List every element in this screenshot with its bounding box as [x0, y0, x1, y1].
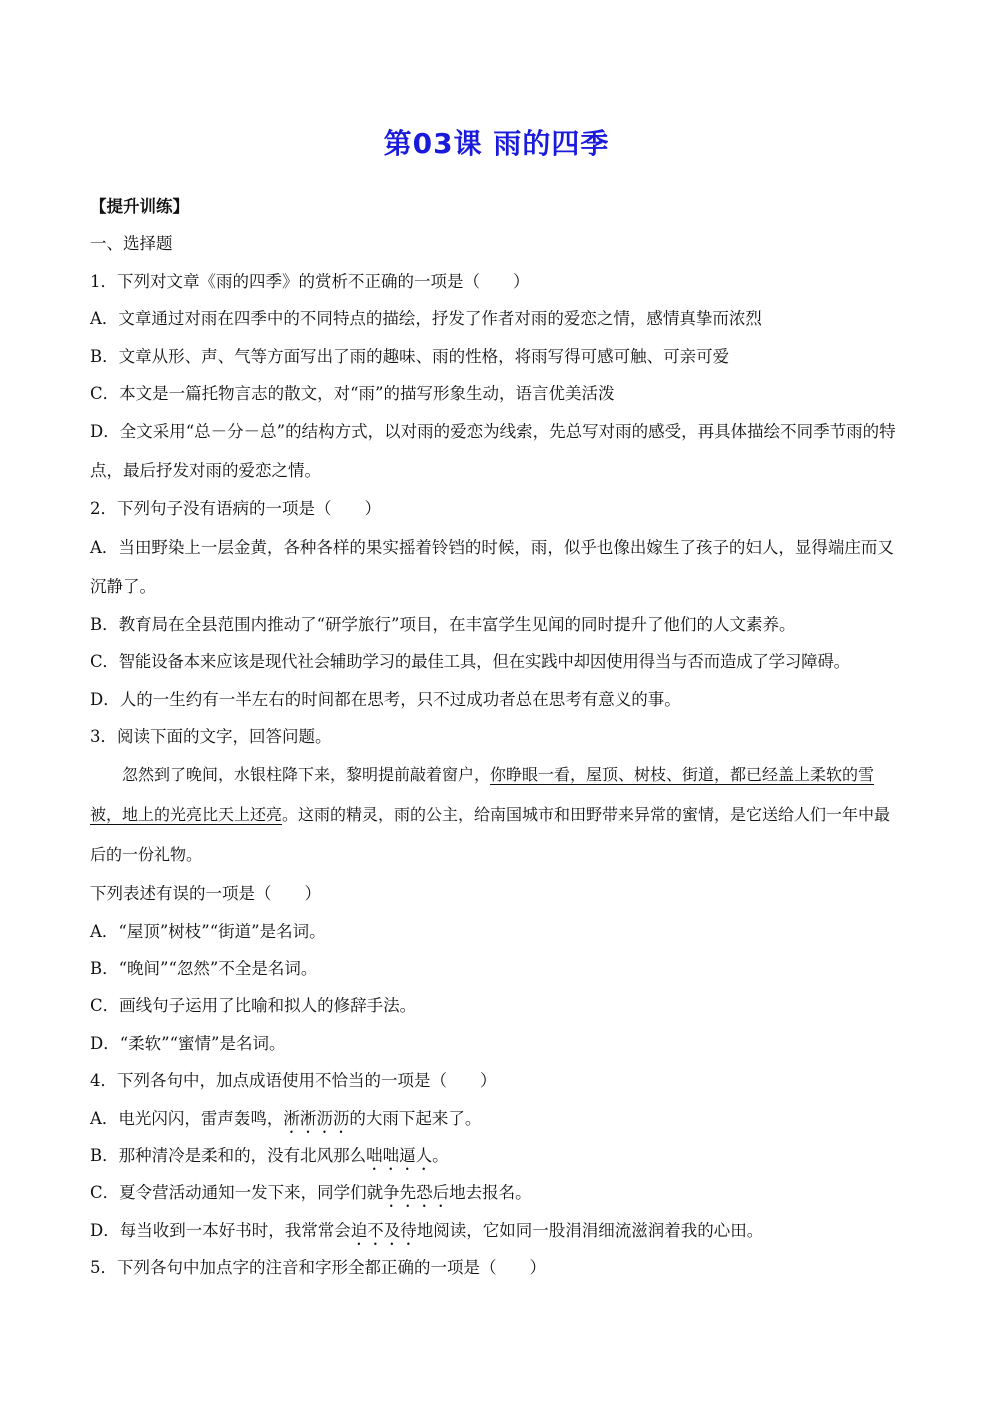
question-1-option-d: D．全文采用“总－分－总”的结构方式，以对雨的爱恋为线索，先总写对雨的感受，再具体描绘不同季节雨的特点，最后抒发对雨的爱恋之情。 [90, 422, 896, 481]
question-3-option-a: A．“屋顶”树枝”“街道”是名词。 [90, 921, 326, 941]
question-3-option-b: B．“晚间”“忽然”不全是名词。 [90, 959, 318, 979]
underlined-sentence: 你睁眼一看，屋顶、树枝、街道，都已经盖上柔软的雪被，地上的光亮比天上还亮 [90, 765, 875, 825]
dotted-idiom: 争先恐后 [383, 1183, 450, 1203]
question-1-option-c: C．本文是一篇托物言志的散文，对“雨”的描写形象生动，语言优美活泼 [90, 383, 615, 403]
question-1-stem: 1．下列对文章《雨的四季》的赏析不正确的一项是（ ） [90, 271, 530, 291]
question-4-option-d [90, 1212, 902, 1249]
option-text: C．夏令营活动通知一发下来，同学们就 [90, 1183, 384, 1203]
part-heading: 一、选择题 [90, 234, 173, 254]
question-1 [90, 263, 902, 491]
question-3-sub-stem: 下列表述有误的一项是（ ） [90, 884, 321, 904]
option-text: B．那种清冷是柔和的，没有北风那么 [90, 1146, 367, 1166]
option-text: 的大雨下起来了。 [349, 1108, 482, 1128]
question-2-option-b: B．教育局在全县范围内推动了“研学旅行”项目，在丰富学生见闻的同时提升了他们的人文素养。 [90, 614, 796, 634]
question-4-option-b [90, 1137, 902, 1174]
option-text: 地阅读，它如同一股涓涓细流滋润着我的心田。 [416, 1220, 764, 1240]
section-heading: 【提升训练】 [90, 197, 189, 216]
option-text: 。 [432, 1146, 449, 1166]
dotted-idiom: 迫不及待 [350, 1220, 417, 1240]
question-4-option-a [90, 1100, 902, 1137]
question-3-option-c: C．画线句子运用了比喻和拟人的修辞手法。 [90, 996, 417, 1016]
question-5-stem: 5．下列各句中加点字的注音和字形全都正确的一项是（ ） [90, 1258, 546, 1278]
question-3 [90, 718, 902, 1062]
document-body [90, 188, 902, 1287]
dotted-idiom: 咄咄逼人 [366, 1146, 433, 1166]
dotted-idiom: 淅淅沥沥 [283, 1108, 350, 1128]
option-text: A．电光闪闪，雷声轰鸣， [90, 1108, 284, 1128]
passage-text-before: 忽然到了晚间，水银柱降下来，黎明提前敲着窗户， [122, 765, 491, 785]
question-2 [90, 490, 902, 718]
question-4-option-c [90, 1174, 902, 1211]
question-1-option-b: B．文章从形、声、气等方面写出了雨的趣味、雨的性格，将雨写得可感可触、可亲可爱 [90, 346, 730, 366]
option-text: 地去报名。 [449, 1183, 532, 1203]
question-2-option-d: D．人的一生约有一半左右的时间都在思考，只不过成功者总在思考有意义的事。 [90, 689, 681, 709]
page-title: 第03课 雨的四季 [383, 127, 610, 160]
question-3-stem: 3．阅读下面的文字，回答问题。 [90, 726, 332, 746]
option-text: D．每当收到一本好书时，我常常会 [90, 1220, 351, 1240]
question-5 [90, 1249, 902, 1286]
passage-text-after: 。这雨的精灵，雨的公主，给南国城市和田野带来异常的蜜情，是它送给人们一年中最后的一份礼物。 [90, 805, 891, 865]
reading-passage [90, 755, 902, 875]
question-4-stem: 4．下列各句中，加点成语使用不恰当的一项是（ ） [90, 1071, 497, 1091]
question-1-option-a: A．文章通过对雨在四季中的不同特点的描绘，抒发了作者对雨的爱恋之情，感情真挚而浓烈 [90, 309, 762, 329]
question-2-stem: 2．下列句子没有语病的一项是（ ） [90, 499, 381, 519]
question-4 [90, 1062, 902, 1249]
question-2-option-a: A．当田野染上一层金黄，各种各样的果实摇着铃铛的时候，雨，似乎也像出嫁生了孩子的妇人，显得端庄而又沉静了。 [90, 537, 894, 596]
question-3-option-d: D．“柔软”“蜜情”是名词。 [90, 1033, 286, 1053]
question-2-option-c: C．智能设备本来应该是现代社会辅助学习的最佳工具，但在实践中却因使用得当与否而造成了学习障碍。 [90, 652, 850, 672]
